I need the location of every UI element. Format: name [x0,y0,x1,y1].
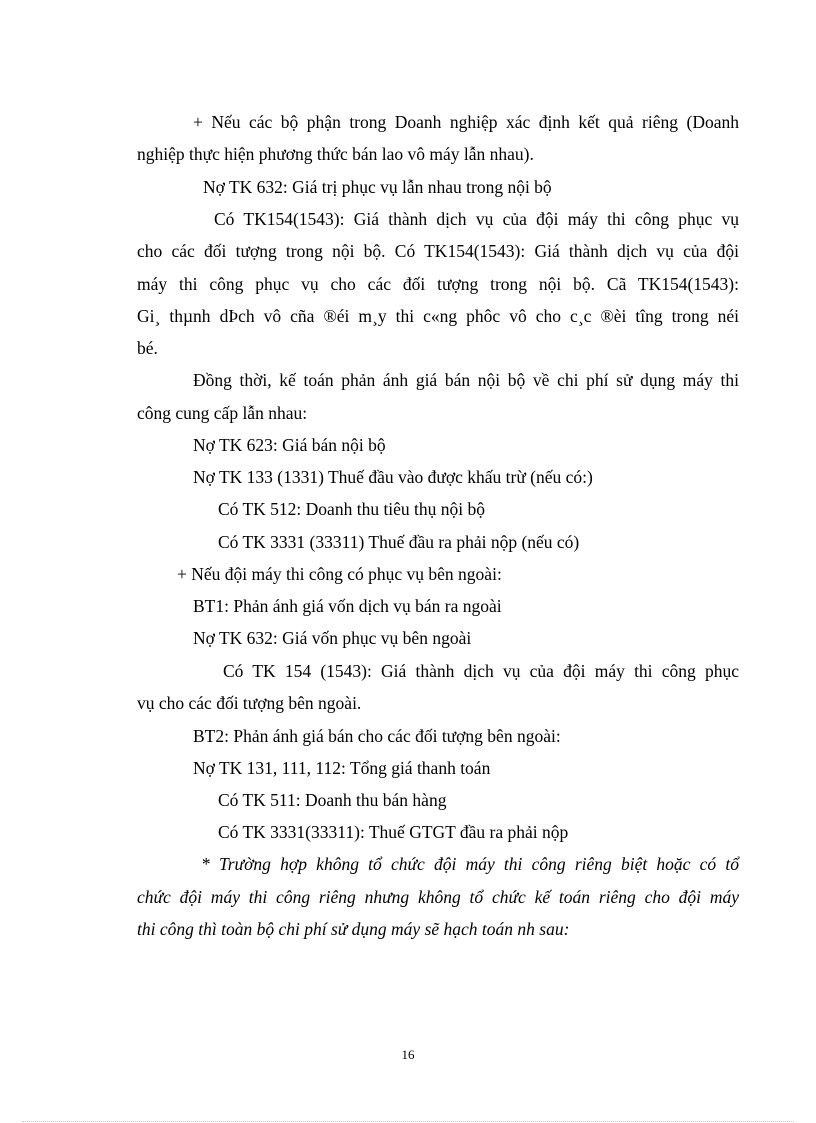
text-line [0,848,816,880]
entry-text: BT2: Phản ánh giá bán cho các đối tượng bên ngoài: [193,726,561,746]
text-line [0,655,816,687]
paragraph-text: cho các đối tượng trong nội bộ. Có TK154(1543): Giá thành dịch vụ của đội [137,241,739,261]
entry-text: Nợ TK 133 (1331) Thuế đầu vào được khấu trừ (nếu có:) [193,467,593,487]
italic-note: * Trường hợp không tổ chức đội máy thi công riêng biệt hoặc có tổ [201,854,739,874]
text-line [0,138,816,170]
text-line [0,752,816,784]
text-line [0,558,816,590]
text-line [0,106,816,138]
italic-note: chức đội máy thi công riêng nhưng không tổ chức kế toán riêng cho đội máy [137,887,739,907]
entry-text: Có TK 3331 (33311) Thuế đầu ra phải nộp (nếu có) [218,532,580,552]
text-line [0,526,816,558]
text-line [0,171,816,203]
text-line [0,429,816,461]
entry-text: Nợ TK 131, 111, 112: Tổng giá thanh toán [193,758,491,778]
paragraph-text: + Nếu đội máy thi công có phục vụ bên ngoài: [177,564,502,584]
paragraph-text: máy thi công phục vụ cho các đối tượng trong nội bộ. Cã TK154(1543): [137,274,739,294]
paragraph-text: vụ cho các đối tượng bên ngoài. [137,693,362,713]
entry-text: Có TK 3331(33311): Thuế GTGT đầu ra phải nộp [218,822,569,842]
text-line [0,622,816,654]
text-line [0,203,816,235]
page-number: 16 [401,1047,415,1062]
paragraph-text: công cung cấp lẫn nhau: [137,403,308,423]
italic-note: thi công thì toàn bộ chi phí sử dụng máy sẽ hạch toán nh sau: [137,919,570,939]
entry-text: Nợ TK 632: Giá vốn phục vụ bên ngoài [193,628,472,648]
text-line [0,397,816,429]
garbled-text: Gi¸ thµnh dÞch vô cña ®éi m¸y thi c«ng phôc vô cho c¸c ®èi tîng trong néi [137,306,739,326]
text-line [0,590,816,622]
page-bottom-rule [22,1121,794,1122]
text-line [0,816,816,848]
text-line [0,493,816,525]
paragraph-text: nghiệp thực hiện phương thức bán lao vô máy lẫn nhau). [137,144,534,164]
text-line [0,720,816,752]
entry-text: Có TK154(1543): Giá thành dịch vụ của đội máy thi công phục vụ [214,209,739,229]
garbled-text: bé. [137,338,158,358]
text-line [0,784,816,816]
text-line [0,881,816,913]
text-line [0,364,816,396]
paragraph-text: + Nếu các bộ phận trong Doanh nghiệp xác định kết quả riêng (Doanh [193,112,739,132]
paragraph-text: Đồng thời, kế toán phản ánh giá bán nội bộ về chi phí sử dụng máy thi [193,370,739,390]
text-line [0,913,816,945]
entry-text: Nợ TK 623: Giá bán nội bộ [193,435,386,455]
entry-text: Có TK 512: Doanh thu tiêu thụ nội bộ [218,499,486,519]
text-line [0,235,816,267]
entry-text: BT1: Phản ánh giá vốn dịch vụ bán ra ngoài [193,596,502,616]
entry-text: Có TK 511: Doanh thu bán hàng [218,790,447,810]
text-line [0,461,816,493]
text-line [0,300,816,332]
entry-text: Có TK 154 (1543): Giá thành dịch vụ của đội máy thi công phục [223,661,739,681]
text-line [0,687,816,719]
text-line [0,332,816,364]
entry-text: Nợ TK 632: Giá trị phục vụ lẫn nhau trong nội bộ [203,177,552,197]
text-line [0,268,816,300]
